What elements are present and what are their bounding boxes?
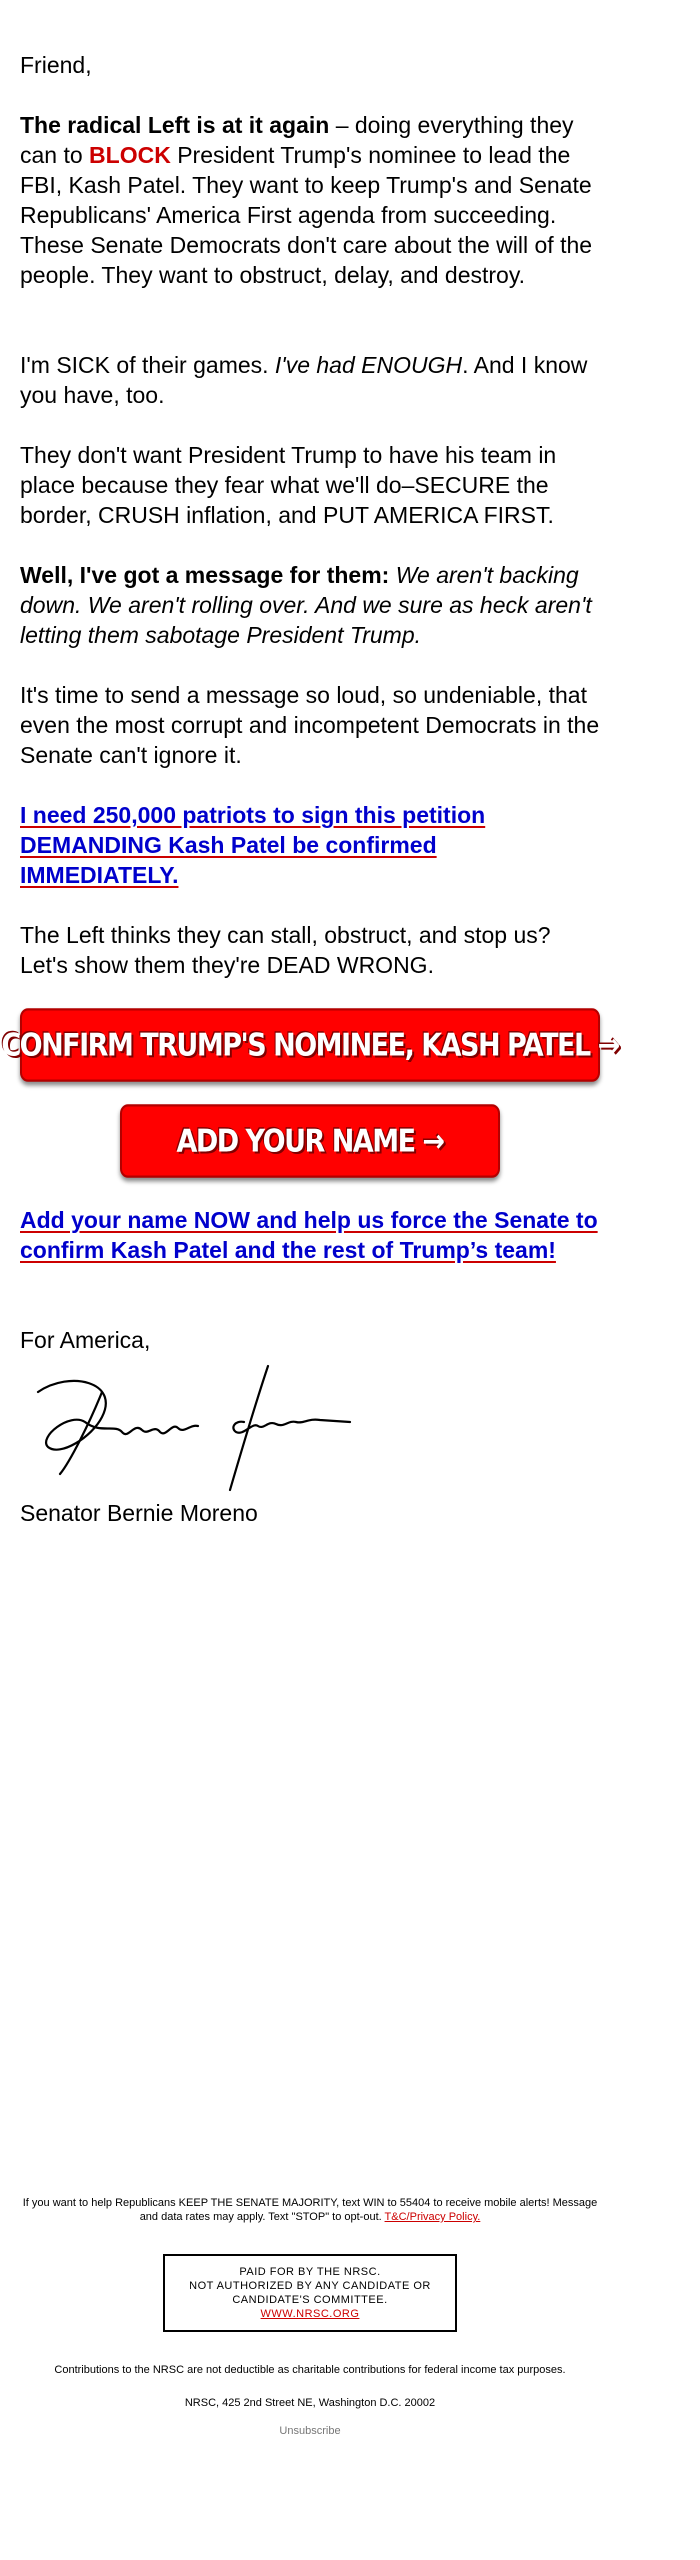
address-text: NRSC, 425 2nd Street NE, Washington D.C. 20002 <box>184 2397 436 2409</box>
p2-italic: I've had ENOUGH <box>274 352 463 378</box>
sign-off <box>20 1325 600 1355</box>
p2-end: . And I know you have, too. <box>20 352 588 408</box>
mailing-address <box>20 2396 600 2410</box>
paragraph-add-name <box>20 1205 600 1265</box>
p1-rest: President Trump's nominee to lead the FBI, Kash Patel. They want to keep Trump's and Senate Republicans' America First agenda from succeeding. These Senate Democrats don't care about the will of the people. They want to obstruct, delay, and destroy. <box>20 142 593 288</box>
paragraph-5 <box>20 680 600 770</box>
paragraph-4 <box>20 560 600 650</box>
paragraph-1 <box>20 110 600 290</box>
add-your-name-button[interactable]: ADD YOUR NAME → <box>120 1104 500 1178</box>
paragraph-3 <box>20 440 600 530</box>
paragraph-petition <box>20 800 600 890</box>
signature-image <box>30 1362 360 1492</box>
contributions-disclaimer <box>20 2363 600 2377</box>
p4-bold: Well, I've got a message for them: <box>20 562 396 588</box>
nrsc-website-link[interactable]: WWW.NRSC.ORG <box>260 2308 360 2320</box>
paid-line-1: PAID FOR BY THE NRSC. <box>239 2266 381 2278</box>
signer-name-text: Senator Bernie Moreno <box>20 1500 258 1526</box>
paragraph-6 <box>20 920 600 980</box>
sign-off-text: For America, <box>20 1327 151 1353</box>
p1-bold-lead: The radical Left is at it again <box>20 112 330 138</box>
greeting <box>20 50 600 80</box>
confirm-nominee-button[interactable]: CONFIRM TRUMP'S NOMINEE, KASH PATEL → <box>20 1008 600 1082</box>
paid-for-box <box>163 2254 457 2332</box>
p2-start: I'm SICK of their games. <box>20 352 275 378</box>
sms-disclaimer <box>20 2196 600 2224</box>
petition-link[interactable]: I need 250,000 patriots to sign this petition DEMANDING Kash Patel be confirmed IMMEDIATELY. <box>20 802 486 888</box>
paragraph-2 <box>20 350 600 410</box>
signer-name <box>20 1498 600 1528</box>
terms-privacy-link[interactable]: T&C/Privacy Policy. <box>384 2211 481 2223</box>
paid-line-2: NOT AUTHORIZED BY ANY CANDIDATE OR CANDIDATE'S COMMITTEE. <box>189 2280 431 2306</box>
p3-text: They don't want President Trump to have his team in place because they fear what we'll do–SECURE the border, CRUSH inflation, and PUT AMERICA FIRST. <box>20 442 557 528</box>
p1-block-word: BLOCK <box>89 142 171 168</box>
contrib-text: Contributions to the NRSC are not deductible as charitable contributions for federal income tax purposes. <box>54 2364 566 2376</box>
unsubscribe-link[interactable]: Unsubscribe <box>279 2425 341 2437</box>
p5-text: It's time to send a message so loud, so undeniable, that even the most corrupt and incompetent Democrats in the Senate can't ignore it. <box>20 682 600 768</box>
sms-text: If you want to help Republicans KEEP THE SENATE MAJORITY, text WIN to 55404 to receive mobile alerts! Message and data rates may apply. Text "STOP" to opt-out. <box>22 2197 598 2223</box>
add-name-link[interactable]: Add your name NOW and help us force the Senate to confirm Kash Patel and the rest of Trump’s team! <box>20 1207 598 1263</box>
unsubscribe-row <box>20 2424 600 2438</box>
p4-italic: We aren't backing down. We aren't rolling over. And we sure as heck aren't letting them sabotage President Trump. <box>20 562 592 648</box>
p1-after-lead: – doing everything they can to <box>20 112 574 168</box>
p6-text: The Left thinks they can stall, obstruct, and stop us? Let's show them they're DEAD WRONG. <box>20 922 551 978</box>
greeting-text: Friend, <box>20 52 92 78</box>
